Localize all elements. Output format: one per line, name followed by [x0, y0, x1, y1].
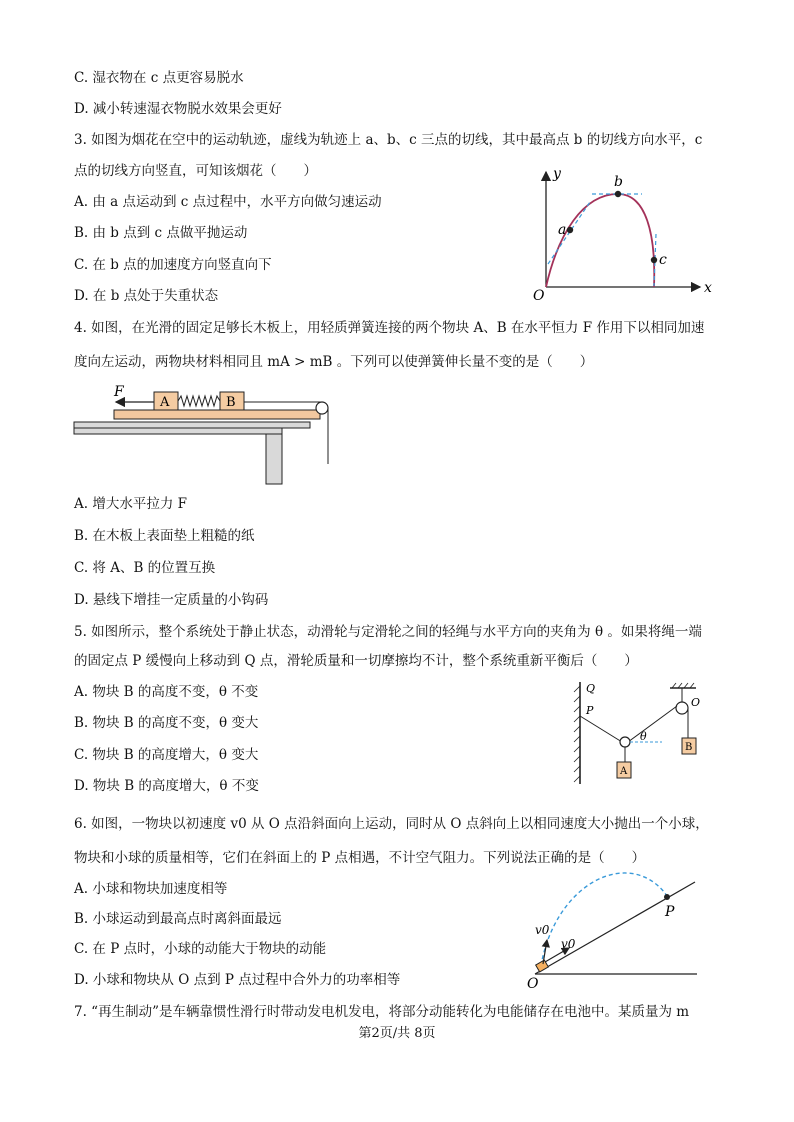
- q4-spring-figure: [70, 380, 340, 486]
- label-c: c: [659, 252, 667, 268]
- q5-stem-line1: 5. 如图所示，整个系统处于静止状态，动滑轮与定滑轮之间的轻绳与水平方向的夹角为 θ 。如果将绳一端: [74, 624, 702, 640]
- q6-option-d: D. 小球和物块从 O 点到 P 点过程中合外力的功率相等: [74, 972, 401, 988]
- ball-trajectory: [541, 873, 667, 966]
- q6-option-b: B. 小球运动到最高点时离斜面最远: [74, 911, 282, 927]
- prev-option-d: D. 减小转速湿衣物脱水效果会更好: [74, 101, 282, 117]
- table-top-lower: [74, 428, 282, 434]
- q6-option-a: A. 小球和物块加速度相等: [74, 881, 228, 897]
- label-a: a: [558, 222, 567, 238]
- rope-left: [580, 716, 622, 742]
- board: [114, 410, 320, 419]
- q3-option-a: A. 由 a 点运动到 c 点过程中，水平方向做匀速运动: [74, 194, 382, 210]
- q4-option-d: D. 悬线下增挂一定质量的小钩码: [74, 592, 269, 608]
- point-c: [651, 257, 657, 263]
- label-p: P: [665, 904, 675, 920]
- q7-stem-line1: 7. “再生制动”是车辆靠惯性滑行时带动发电机发电，将部分动能转化为电能储存在电池中。某质量为 m: [74, 1004, 690, 1020]
- label-p: P: [586, 704, 594, 717]
- q6-stem-line1: 6. 如图，一物块以初速度 v0 从 O 点沿斜面向上运动，同时从 O 点斜向上以相同速度大小抛出一个小球，: [74, 816, 709, 832]
- force-label: F: [114, 384, 124, 400]
- table-top: [74, 422, 310, 428]
- block-a-label: A: [620, 766, 628, 777]
- point-b: [615, 191, 621, 197]
- table-leg: [266, 434, 282, 484]
- pulley: [316, 402, 328, 414]
- q5-stem-line2: 的固定点 P 缓慢向上移动到 Q 点，滑轮质量和一切摩擦均不计，整个系统重新平衡后（ ）: [74, 653, 638, 669]
- q6-incline-figure: [525, 866, 705, 990]
- label-v0-block: v0: [561, 937, 576, 951]
- q4-option-a: A. 增大水平拉力 F: [74, 496, 187, 512]
- movable-pulley: [620, 737, 630, 747]
- q3-stem-line1: 3. 如图为烟花在空中的运动轨迹，虚线为轨迹上 a、b、c 三点的切线，其中最高点 b 的切线方向水平，c: [74, 132, 703, 148]
- label-o: O: [533, 288, 545, 304]
- label-v0-ball: v0: [535, 923, 550, 937]
- q5-option-b: B. 物块 B 的高度不变，θ 变大: [74, 715, 259, 731]
- q6-stem-line2: 物块和小球的质量相等，它们在斜面上的 P 点相遇，不计空气阻力。下列说法正确的是（ ）: [74, 850, 646, 866]
- label-theta: θ: [640, 730, 647, 743]
- label-o: O: [691, 696, 701, 709]
- q3-stem-line2: 点的切线方向竖直，可知该烟花（ ）: [74, 163, 317, 179]
- point-a: [567, 227, 573, 233]
- q4-stem-line1: 4. 如图，在光滑的固定足够长木板上，用轻质弹簧连接的两个物块 A、B 在水平恒力 F 作用下以相同加速: [74, 320, 705, 336]
- trajectory-curve: [546, 194, 654, 287]
- q3-trajectory-figure: [528, 164, 718, 304]
- q4-option-b: B. 在木板上表面垫上粗糙的纸: [74, 528, 255, 544]
- page-footer: 第2页/共 8页: [358, 1026, 436, 1041]
- prev-option-c: C. 湿衣物在 c 点更容易脱水: [74, 70, 244, 86]
- point-p: [664, 894, 670, 900]
- q5-pulley-figure: [570, 680, 710, 786]
- q3-option-b: B. 由 b 点到 c 点做平抛运动: [74, 225, 248, 241]
- q3-option-d: D. 在 b 点处于失重状态: [74, 288, 219, 304]
- label-b: b: [614, 174, 623, 190]
- q4-option-c: C. 将 A、B 的位置互换: [74, 560, 216, 576]
- q5-option-d: D. 物块 B 的高度增大，θ 不变: [74, 778, 259, 794]
- q5-option-a: A. 物块 B 的高度不变，θ 不变: [74, 684, 259, 700]
- q3-option-c: C. 在 b 点的加速度方向竖直向下: [74, 257, 272, 273]
- q4-stem-line2: 度向左运动，两物块材料相同且 mA > mB 。下列可以使弹簧伸长量不变的是（ ）: [74, 354, 594, 370]
- rope-right: [628, 706, 677, 742]
- spring: [178, 396, 220, 406]
- q6-option-c: C. 在 P 点时，小球的动能大于物块的动能: [74, 941, 327, 957]
- incline: [535, 882, 695, 974]
- block-b-label: B: [685, 742, 693, 753]
- block-b-label: B: [226, 395, 236, 410]
- label-x: x: [704, 280, 712, 296]
- label-q: Q: [586, 682, 596, 695]
- label-o: O: [527, 976, 539, 990]
- block-a-label: A: [160, 395, 170, 410]
- q5-option-c: C. 物块 B 的高度增大，θ 变大: [74, 747, 259, 763]
- fixed-pulley: [676, 702, 688, 714]
- label-y: y: [553, 166, 561, 182]
